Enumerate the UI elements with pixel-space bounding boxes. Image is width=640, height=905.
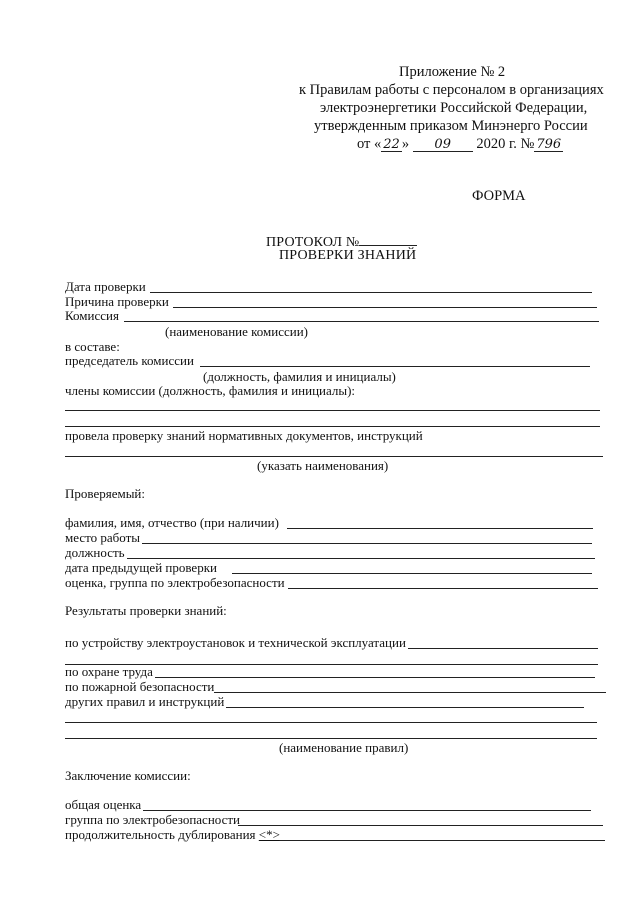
fire-safety-label: по пожарной безопасности — [65, 679, 215, 694]
appendix-approval-line: утвержденным приказом Минэнерго России — [314, 118, 588, 134]
examinee-heading: Проверяемый: — [65, 486, 145, 501]
commission-caption: (наименование комиссии) — [165, 324, 309, 339]
order-prefix: от « — [357, 136, 382, 152]
other-rules-line-2[interactable] — [65, 722, 597, 723]
grade-label: оценка, группа по электробезопасности — [65, 575, 285, 590]
order-quote-close: » — [401, 136, 410, 152]
workplace-line[interactable] — [142, 543, 592, 544]
order-day: 22 — [383, 137, 400, 152]
order-number: 796 — [536, 137, 562, 152]
labor-safety-line[interactable] — [155, 677, 595, 678]
composition-label: в составе: — [65, 339, 120, 354]
check-reason-label: Причина проверки — [65, 294, 169, 309]
appendix-industry-line: электроэнергетики Российской Федерации, — [320, 100, 588, 116]
full-name-label: фамилия, имя, отчество (при наличии) — [65, 515, 279, 530]
members-label: члены комиссии (должность, фамилия и инициалы): — [65, 383, 356, 398]
chairman-label: председатель комиссии — [65, 353, 194, 368]
workplace-label: место работы — [65, 530, 140, 545]
overall-grade-line[interactable] — [143, 810, 591, 811]
members-line-1[interactable] — [65, 410, 600, 411]
protocol-title-prefix: ПРОТОКОЛ № — [266, 235, 360, 250]
position-label: должность — [65, 545, 125, 560]
safety-group-line[interactable] — [238, 825, 603, 826]
forma-label: ФОРМА — [472, 188, 526, 204]
prev-check-label: дата предыдущей проверки — [65, 560, 217, 575]
overall-grade-label: общая оценка — [65, 797, 142, 812]
appendix-number: Приложение № 2 — [399, 64, 506, 80]
check-date-line[interactable] — [150, 292, 592, 293]
duplication-label — [65, 827, 280, 843]
duplication-text: продолжительность дублирования — [65, 827, 259, 842]
electrical-label: по устройству электроустановок и технической эксплуатации — [65, 635, 406, 650]
check-reason-line[interactable] — [173, 307, 597, 308]
full-name-line[interactable] — [287, 528, 593, 529]
duplication-footnote: <*> — [258, 827, 280, 842]
docs-caption: (указать наименования) — [257, 458, 389, 473]
chairman-caption: (должность, фамилия и инициалы) — [203, 369, 396, 384]
grade-line[interactable] — [288, 588, 598, 589]
results-heading: Результаты проверки знаний: — [65, 603, 227, 618]
appendix-order-line — [357, 136, 563, 153]
protocol-number-blank — [359, 233, 417, 246]
order-year: 2020 г. № — [476, 136, 535, 152]
conducted-label: провела проверку знаний нормативных документов, инструкций — [65, 428, 423, 443]
commission-line[interactable] — [124, 321, 599, 322]
safety-group-label: группа по электробезопасности — [65, 812, 241, 827]
conclusion-heading: Заключение комиссии: — [65, 768, 191, 783]
protocol-subtitle: ПРОВЕРКИ ЗНАНИЙ — [279, 248, 417, 263]
commission-label: Комиссия — [65, 308, 119, 323]
order-month: 09 — [413, 138, 473, 152]
check-date-label: Дата проверки — [65, 279, 146, 294]
other-rules-line-3[interactable] — [65, 738, 597, 739]
other-rules-line[interactable] — [226, 707, 584, 708]
electrical-line[interactable] — [408, 648, 598, 649]
other-rules-label: других правил и инструкций — [65, 694, 225, 709]
fire-safety-line[interactable] — [214, 692, 606, 693]
chairman-line[interactable] — [200, 366, 590, 367]
duplication-line[interactable] — [280, 840, 605, 841]
rules-caption: (наименование правил) — [279, 740, 409, 755]
prev-check-line[interactable] — [232, 573, 592, 574]
members-line-2[interactable] — [65, 426, 600, 427]
position-line[interactable] — [127, 558, 595, 559]
labor-safety-label: по охране труда — [65, 664, 153, 679]
docs-line[interactable] — [65, 456, 603, 457]
appendix-rules-line: к Правилам работы с персоналом в организациях — [299, 82, 604, 98]
